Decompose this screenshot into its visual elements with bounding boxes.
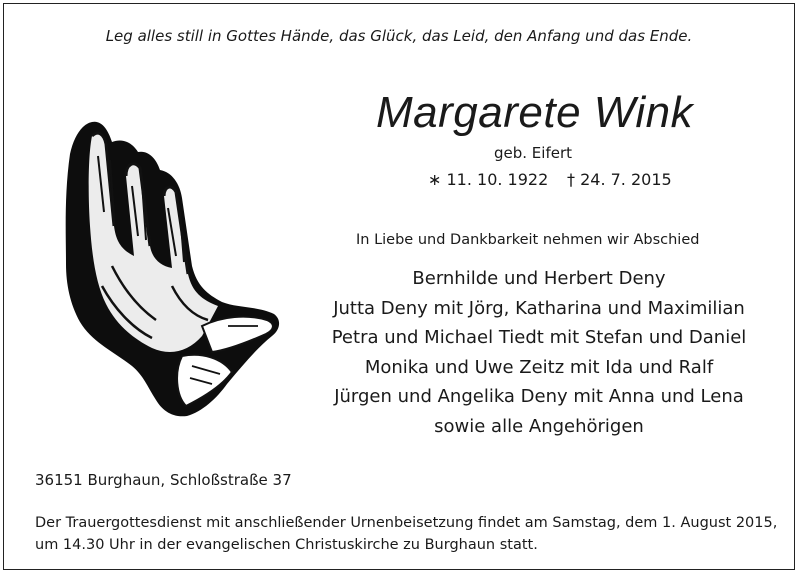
praying-hands-icon xyxy=(52,116,287,421)
mourner-line: Monika und Uwe Zeitz mit Ida und Ralf xyxy=(364,356,714,378)
motto-text: Leg alles still in Gottes Hände, das Glück, das Leid, den Anfang und das Ende. xyxy=(105,27,693,45)
death-date: † 24. 7. 2015 xyxy=(567,170,672,189)
service-line: Der Trauergottesdienst mit anschließender Urnenbeisetzung findet am Samstag, dem 1. August 2015, xyxy=(35,515,778,531)
mourner-line: sowie alle Angehörigen xyxy=(434,415,644,437)
birth-date: ∗ 11. 10. 1922 xyxy=(428,170,549,189)
maiden-name: geb. Eifert xyxy=(494,144,573,162)
mourners-list xyxy=(304,264,774,441)
mourner-line: Jutta Deny mit Jörg, Katharina und Maximilian xyxy=(333,297,745,319)
farewell-line: In Liebe und Dankbarkeit nehmen wir Abschied xyxy=(356,232,700,248)
deceased-name: Margarete Wink xyxy=(376,88,694,137)
service-info xyxy=(35,512,785,556)
service-line: um 14.30 Uhr in der evangelischen Christuskirche zu Burghaun statt. xyxy=(35,537,538,553)
mourner-line: Petra und Michael Tiedt mit Stefan und Daniel xyxy=(331,327,747,348)
mourner-line: Jürgen und Angelika Deny mit Anna und Lena xyxy=(334,386,744,407)
obituary-notice xyxy=(3,3,795,570)
mourner-line: Bernhilde und Herbert Deny xyxy=(412,268,666,289)
address-line: 36151 Burghaun, Schloßstraße 37 xyxy=(35,471,292,489)
